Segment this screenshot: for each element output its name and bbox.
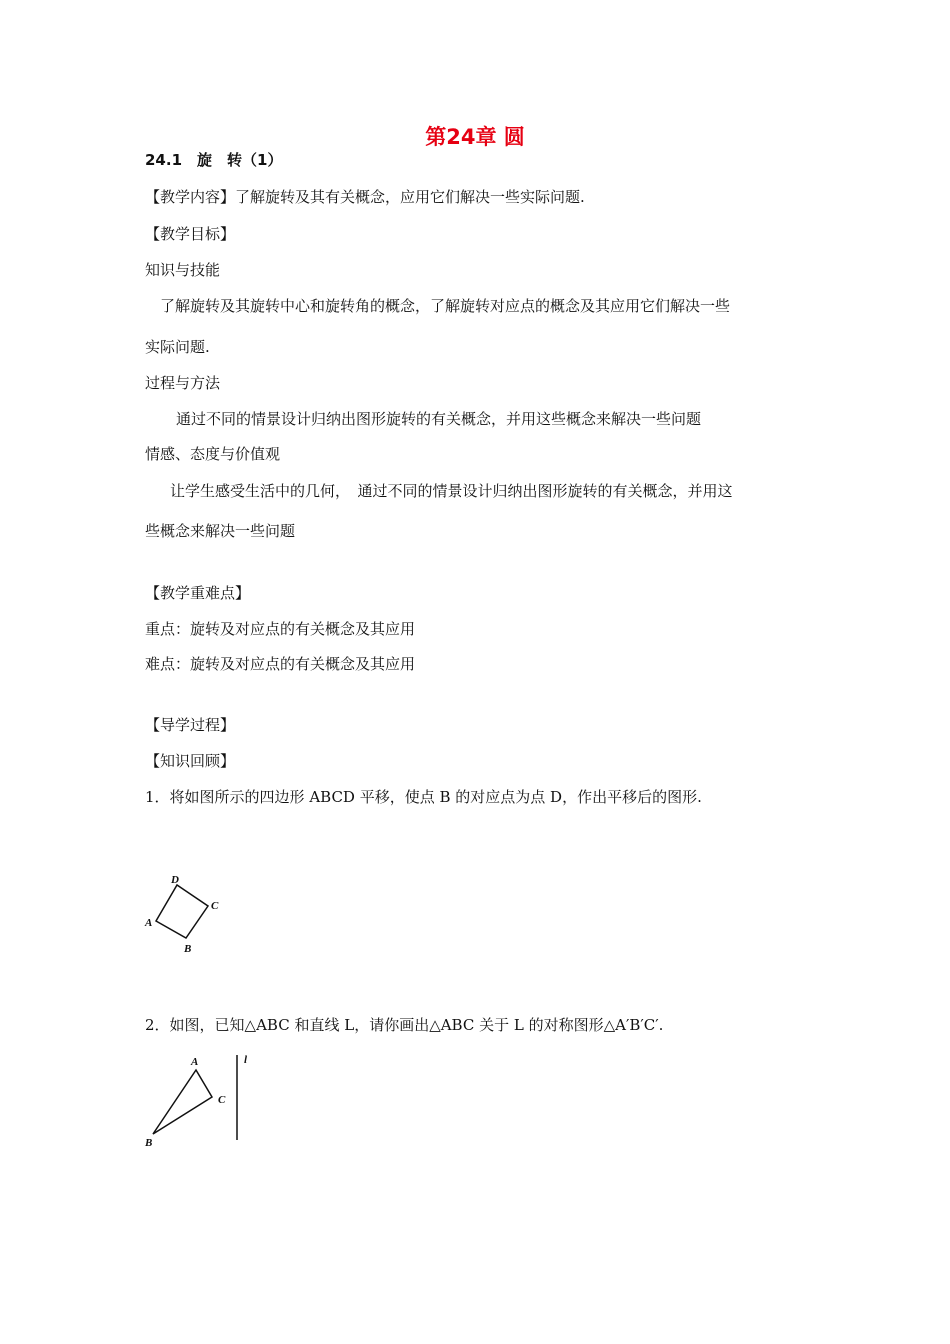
emotion-heading: 情感、态度与价值观 — [145, 445, 281, 463]
process-text: 通过不同的情景设计归纳出图形旋转的有关概念，并用这些概念来解决一些问题 — [176, 410, 702, 428]
quadrilateral-figure — [140, 870, 240, 965]
label-b: B — [184, 943, 192, 955]
question-2: 2．如图，已知△ABC 和直线 L，请你画出△ABC 关于 L 的对称图形△A′B′C′. — [145, 1016, 664, 1034]
label-l: l — [244, 1054, 248, 1066]
label-d: D — [171, 874, 179, 886]
process-heading: 过程与方法 — [145, 374, 221, 392]
label-b: B — [145, 1137, 153, 1149]
key-point: 重点：旋转及对应点的有关概念及其应用 — [145, 620, 416, 638]
difficulty-heading: 【教学重难点】 — [145, 584, 251, 602]
knowledge-text-2: 实际问题. — [145, 338, 210, 356]
difficult-point: 难点：旋转及对应点的有关概念及其应用 — [145, 655, 416, 673]
page-title: 第24章 圆 — [425, 125, 525, 149]
label-a: A — [145, 917, 153, 929]
triangle-abc — [153, 1070, 212, 1134]
quadrilateral-abcd — [156, 885, 208, 938]
triangle-figure — [140, 1050, 270, 1155]
label-a: A — [191, 1056, 199, 1068]
knowledge-heading: 知识与技能 — [145, 261, 221, 279]
emotion-text-2: 些概念来解决一些问题 — [145, 522, 296, 540]
section-heading: 24.1 旋 转（1） — [145, 151, 283, 169]
review-heading: 【知识回顾】 — [145, 752, 236, 770]
question-1: 1．将如图所示的四边形 ABCD 平移，使点 B 的对应点为点 D，作出平移后的图形. — [145, 788, 702, 806]
label-c: C — [218, 1094, 226, 1106]
knowledge-text-1: 了解旋转及其旋转中心和旋转角的概念，了解旋转对应点的概念及其应用它们解决一些 — [160, 297, 731, 315]
teaching-goals-heading: 【教学目标】 — [145, 225, 236, 243]
label-c: C — [211, 900, 219, 912]
emotion-text-1: 让学生感受生活中的几何， 通过不同的情景设计归纳出图形旋转的有关概念，并用这 — [170, 482, 733, 500]
guide-process-heading: 【导学过程】 — [145, 716, 236, 734]
teaching-content: 【教学内容】了解旋转及其有关概念，应用它们解决一些实际问题. — [145, 188, 585, 206]
